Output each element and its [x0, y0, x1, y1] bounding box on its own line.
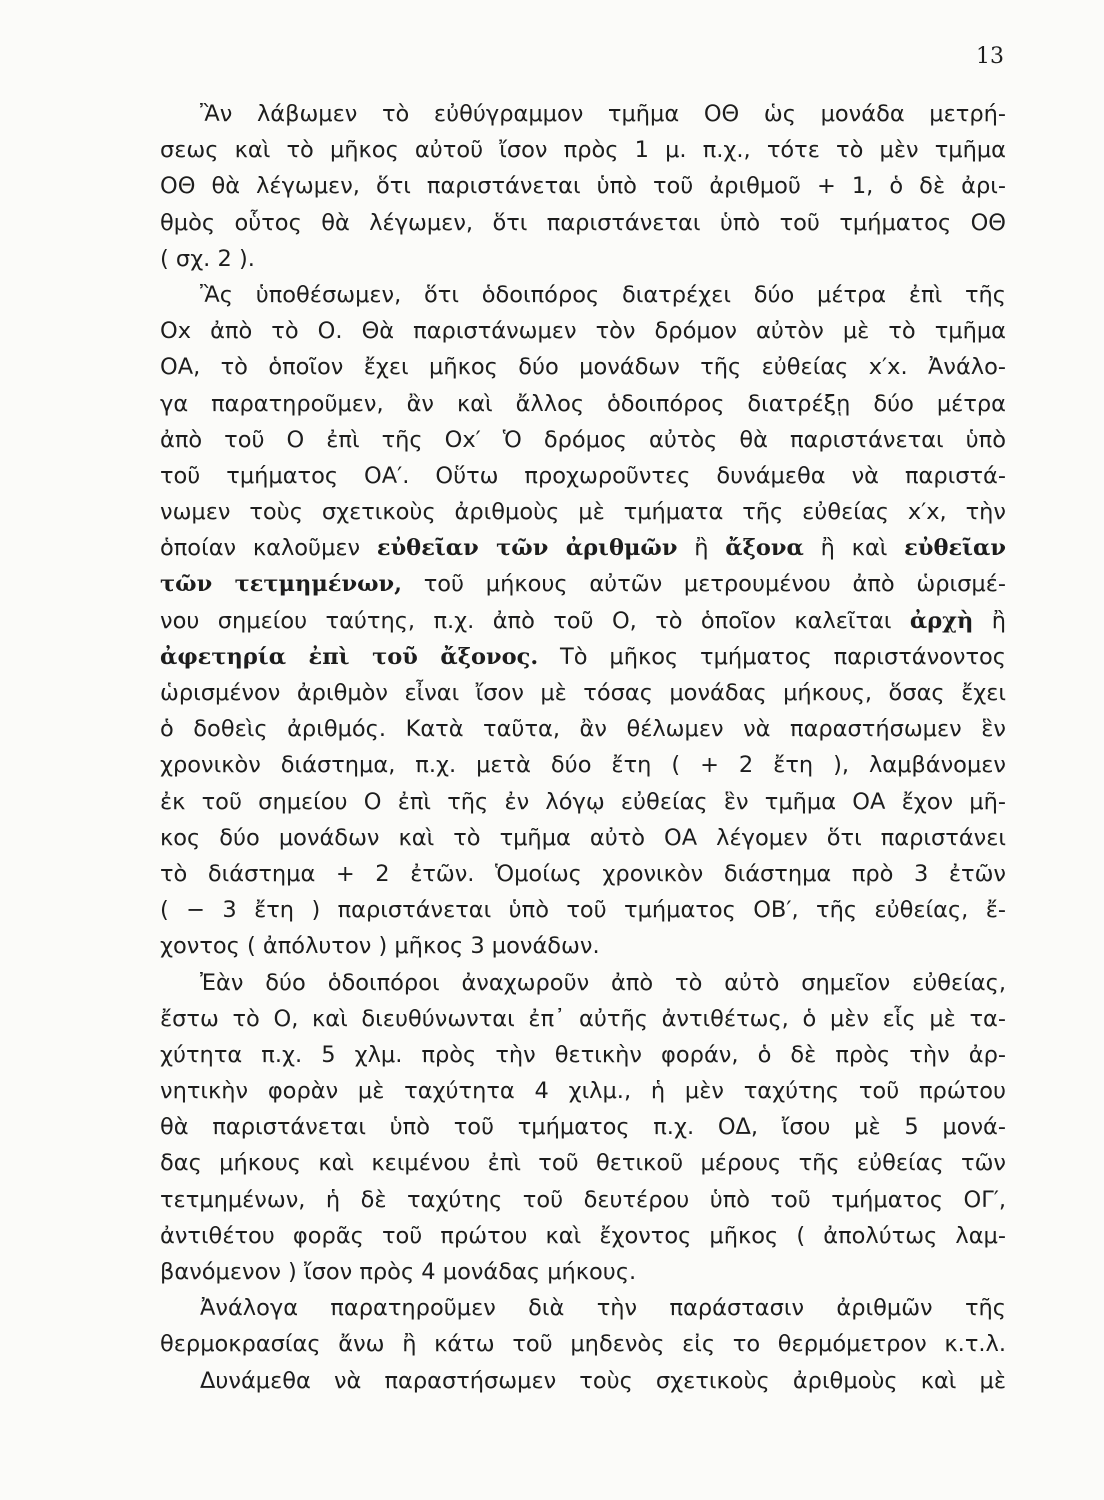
text-line — [160, 1254, 1006, 1290]
text-span: θερμοκρασίας ἄνω ἢ κάτω τοῦ μηδενὸς εἰς το θερμόμετρον κ.τ.λ. — [160, 1331, 1006, 1358]
text-line — [160, 566, 1006, 602]
text-span: Ἂν λάβωμεν τὸ εὐθύγραμμον τμῆμα ΟΘ ὡς μονάδα μετρή- — [200, 101, 1006, 127]
text-span: ἢ καὶ — [803, 535, 905, 562]
text-span: τὸ διάστημα + 2 ἐτῶν. Ὁμοίως χρονικὸν διάστημα πρὸ 3 ἐτῶν — [160, 860, 1006, 887]
text-line — [160, 349, 1006, 385]
text-line — [160, 1326, 1006, 1362]
text-line — [160, 965, 1006, 1001]
text-span: νητικὴν φορὰν μὲ ταχύτητα 4 χιλμ., ἡ μὲν ταχύτης τοῦ πρώτου — [160, 1078, 1006, 1105]
text-line — [160, 928, 1006, 964]
text-span: Δυνάμεθα νὰ παραστήσωμεν τοὺς σχετικοὺς ἀριθμοὺς καὶ μὲ — [200, 1367, 1006, 1394]
text-span: ( σχ. 2 ). — [160, 245, 255, 272]
bold-term: ἀφετηρία ἐπὶ τοῦ ἄξονος. — [160, 643, 539, 670]
text-line — [160, 1109, 1006, 1145]
text-line — [160, 603, 1006, 639]
text-span: θμὸς οὗτος θὰ λέγωμεν, ὅτι παριστάνεται ὑπὸ τοῦ τμήματος ΟΘ — [160, 209, 1006, 236]
text-span: τοῦ μήκους αὐτῶν μετρουμένου ἀπὸ ὡρισμέ- — [402, 571, 1006, 598]
text-span: χρονικὸν διάστημα, π.χ. μετὰ δύο ἔτη ( + 2 ἔτη ), λαμβάνομεν — [160, 752, 1006, 779]
text-line — [160, 1145, 1006, 1181]
text-line — [160, 711, 1006, 747]
text-span: κος δύο μονάδων καὶ τὸ τμῆμα αὐτὸ ΟΑ λέγομεν ὅτι παριστάνει — [160, 824, 1006, 851]
text-line — [160, 747, 1006, 783]
text-line — [160, 1363, 1006, 1399]
text-line — [160, 1073, 1006, 1109]
text-span: ὁ δοθεὶς ἀριθμός. Κατὰ ταῦτα, ἂν θέλωμεν νὰ παραστήσωμεν ἓν — [160, 716, 1006, 743]
text-span: ΟΘ θὰ λέγωμεν, ὅτι παριστάνεται ὑπὸ τοῦ ἀριθμοῦ + 1, ὁ δὲ ἀρι- — [160, 173, 1006, 200]
text-span: ἢ — [677, 535, 726, 562]
bold-term: εὐθεῖαν τῶν ἀριθμῶν — [376, 535, 678, 562]
text-line — [160, 313, 1006, 349]
text-line — [160, 856, 1006, 892]
text-line — [160, 241, 1006, 277]
text-span: χοντος ( ἀπόλυτον ) μῆκος 3 μονάδων. — [160, 933, 600, 960]
text-span: νωμεν τοὺς σχετικοὺς ἀριθμοὺς μὲ τμήματα τῆς εὐθείας x′x, τὴν — [160, 499, 1006, 526]
text-line — [160, 422, 1006, 458]
body-text — [160, 96, 1006, 1399]
text-span: νου σημείου ταύτης, π.χ. ἀπὸ τοῦ Ο, τὸ ὁποῖον καλεῖται — [160, 607, 910, 634]
text-line — [160, 675, 1006, 711]
page-number: 13 — [976, 44, 1004, 69]
text-span: ἀντιθέτου φορᾶς τοῦ πρώτου καὶ ἔχοντος μῆκος ( ἀπολύτως λαμ- — [160, 1222, 1006, 1249]
text-span: βανόμενον ) ἴσον πρὸς 4 μονάδας μήκους. — [160, 1259, 637, 1285]
text-line — [160, 205, 1006, 241]
text-span: τοῦ τμήματος ΟΑ′. Οὕτω προχωροῦντες δυνάμεθα νὰ παριστά- — [160, 462, 1006, 489]
text-line — [160, 494, 1006, 530]
text-line — [160, 458, 1006, 494]
text-span: ΟΑ, τὸ ὁποῖον ἔχει μῆκος δύο μονάδων τῆς εὐθείας x′x. Ἀνάλο- — [160, 354, 1006, 381]
text-line — [160, 1218, 1006, 1254]
text-span: Ox ἀπὸ τὸ Ο. Θὰ παριστάνωμεν τὸν δρόμον αὐτὸν μὲ τὸ τμῆμα — [160, 318, 1006, 345]
text-line — [160, 386, 1006, 422]
text-span: Ἀνάλογα παρατηροῦμεν διὰ τὴν παράστασιν ἀριθμῶν τῆς — [200, 1295, 1006, 1322]
text-span: δας μήκους καὶ κειμένου ἐπὶ τοῦ θετικοῦ μέρους τῆς εὐθείας τῶν — [160, 1150, 1006, 1177]
text-span: ἔστω τὸ Ο, καὶ διευθύνωνται ἐπ᾽ αὐτῆς ἀντιθέτως, ὁ μὲν εἷς μὲ τα- — [160, 1005, 1006, 1032]
text-line — [160, 168, 1006, 204]
text-line — [160, 96, 1006, 132]
text-span: ὡρισμένον ἀριθμὸν εἶναι ἴσον μὲ τόσας μονάδας μήκους, ὅσας ἔχει — [160, 680, 1006, 706]
text-line — [160, 1290, 1006, 1326]
bold-term: ἀρχὴ — [909, 607, 974, 634]
text-span: τετμημένων, ἡ δὲ ταχύτης τοῦ δευτέρου ὑπὸ τοῦ τμήματος ΟΓ′, — [160, 1186, 1006, 1213]
text-span: σεως καὶ τὸ μῆκος αὐτοῦ ἴσον πρὸς 1 μ. π.χ., τότε τὸ μὲν τμῆμα — [160, 137, 1006, 164]
text-line — [160, 1182, 1006, 1218]
text-span: γα παρατηροῦμεν, ἂν καὶ ἄλλος ὁδοιπόρος διατρέξῃ δύο μέτρα — [160, 390, 1006, 417]
text-line — [160, 530, 1006, 566]
text-span: Τὸ μῆκος τμήματος παριστάνοντος — [538, 643, 1006, 670]
bold-term: εὐθεῖαν — [904, 535, 1006, 562]
text-span: ( − 3 ἔτη ) παριστάνεται ὑπὸ τοῦ τμήματος ΟΒ′, τῆς εὐθείας, ἔ- — [160, 897, 1006, 924]
text-line — [160, 639, 1006, 675]
text-line — [160, 1037, 1006, 1073]
text-span: ἐκ τοῦ σημείου Ο ἐπὶ τῆς ἐν λόγῳ εὐθείας ἓν τμῆμα ΟΑ ἔχον μῆ- — [160, 788, 1006, 815]
text-span: θὰ παριστάνεται ὑπὸ τοῦ τμήματος π.χ. ΟΔ, ἴσου μὲ 5 μονά- — [160, 1114, 1006, 1141]
text-line — [160, 132, 1006, 168]
text-span: χύτητα π.χ. 5 χλμ. πρὸς τὴν θετικὴν φοράν, ὁ δὲ πρὸς τὴν ἀρ- — [160, 1041, 1006, 1068]
bold-term: ἄξονα — [725, 535, 804, 562]
text-line — [160, 784, 1006, 820]
text-span: ἢ — [973, 607, 1006, 634]
text-line — [160, 820, 1006, 856]
text-span: Ἂς ὑποθέσωμεν, ὅτι ὁδοιπόρος διατρέχει δύο μέτρα ἐπὶ τῆς — [200, 281, 1006, 308]
text-span: Ἐὰν δύο ὁδοιπόροι ἀναχωροῦν ἀπὸ τὸ αὐτὸ σημεῖον εὐθείας, — [200, 969, 1006, 996]
text-line — [160, 277, 1006, 313]
text-line — [160, 892, 1006, 928]
text-span: ἀπὸ τοῦ Ο ἐπὶ τῆς Ox′ Ὁ δρόμος αὐτὸς θὰ παριστάνεται ὑπὸ — [160, 426, 1006, 453]
text-span: ὁποίαν καλοῦμεν — [160, 535, 377, 562]
text-line — [160, 1001, 1006, 1037]
bold-term: τῶν τετμημένων, — [160, 571, 402, 598]
